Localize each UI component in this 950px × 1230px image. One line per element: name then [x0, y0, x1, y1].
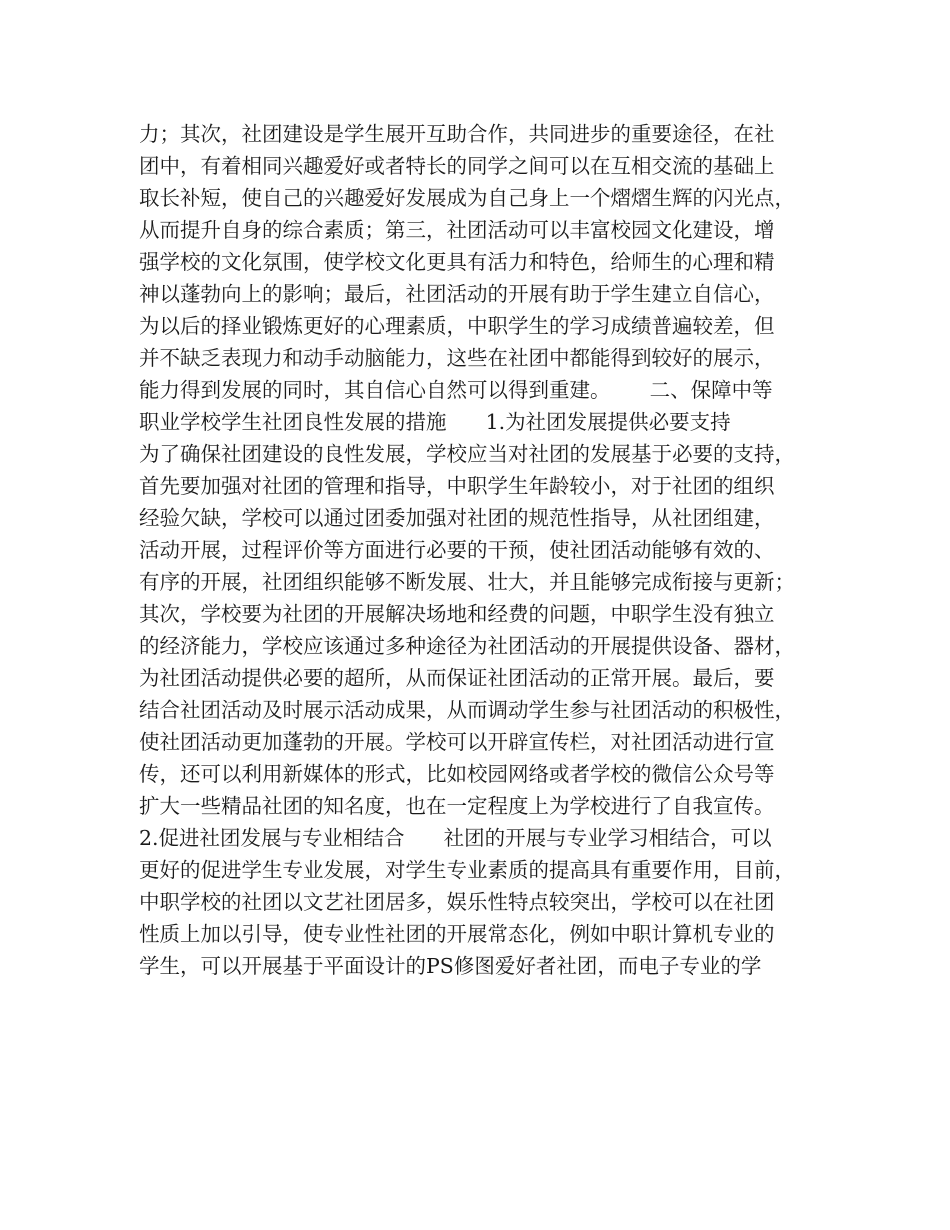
text-line: 性质上加以引导，使专业性社团的开展常态化，例如中职计算机专业的	[139, 922, 775, 946]
text-line: 学生，可以开展基于平面设计的PS修图爱好者社团，而电子专业的学	[139, 954, 762, 978]
text-line: 职业学校学生社团良性发展的措施 1.为社团发展提供必要支持	[139, 410, 731, 434]
text-line: 为了确保社团建设的良性发展，学校应当对社团的发展基于必要的支持，	[139, 442, 795, 466]
body-text	[139, 118, 819, 982]
text-line: 团中，有着相同兴趣爱好或者特长的同学之间可以在互相交流的基础上	[139, 154, 775, 178]
text-line: 取长补短，使自己的兴趣爱好发展成为自己身上一个熠熠生辉的闪光点，	[139, 186, 795, 210]
text-line: 有序的开展，社团组织能够不断发展、壮大，并且能够完成衔接与更新；	[139, 570, 795, 594]
text-line: 首先要加强对社团的管理和指导，中职学生年龄较小，对于社团的组织	[139, 474, 775, 498]
text-line: 神以蓬勃向上的影响；最后，社团活动的开展有助于学生建立自信心，	[139, 282, 775, 306]
text-line: 传，还可以利用新媒体的形式，比如校园网络或者学校的微信公众号等	[139, 762, 775, 786]
text-line: 其次，学校要为社团的开展解决场地和经费的问题，中职学生没有独立	[139, 602, 775, 626]
text-line: 的经济能力，学校应该通过多种途径为社团活动的开展提供设备、器材，	[139, 634, 795, 658]
text-line: 中职学校的社团以文艺社团居多，娱乐性特点较突出，学校可以在社团	[139, 890, 775, 914]
text-line: 结合社团活动及时展示活动成果，从而调动学生参与社团活动的积极性，	[139, 698, 795, 722]
text-line: 为社团活动提供必要的超所，从而保证社团活动的正常开展。最后，要	[139, 666, 775, 690]
text-line: 强学校的文化氛围，使学校文化更具有活力和特色，给师生的心理和精	[139, 250, 775, 274]
text-line: 力；其次，社团建设是学生展开互助合作，共同进步的重要途径，在社	[139, 122, 775, 146]
text-line: 活动开展，过程评价等方面进行必要的干预，使社团活动能够有效的、	[139, 538, 775, 562]
text-line: 经验欠缺，学校可以通过团委加强对社团的规范性指导，从社团组建，	[139, 506, 775, 530]
text-line: 为以后的择业锻炼更好的心理素质，中职学生的学习成绩普遍较差，但	[139, 314, 775, 338]
text-line: 从而提升自身的综合素质；第三，社团活动可以丰富校园文化建设，增	[139, 218, 775, 242]
text-line: 更好的促进学生专业发展，对学生专业素质的提高具有重要作用，目前，	[139, 858, 795, 882]
text-line: 2.促进社团发展与专业相结合 社团的开展与专业学习相结合，可以	[139, 826, 772, 850]
text-line: 能力得到发展的同时，其自信心自然可以得到重建。 二、保障中等	[139, 378, 773, 402]
text-line: 扩大一些精品社团的知名度，也在一定程度上为学校进行了自我宣传。	[139, 794, 775, 818]
text-line: 并不缺乏表现力和动手动脑能力，这些在社团中都能得到较好的展示，	[139, 346, 775, 370]
text-line: 使社团活动更加蓬勃的开展。学校可以开辟宣传栏，对社团活动进行宣	[139, 730, 775, 754]
